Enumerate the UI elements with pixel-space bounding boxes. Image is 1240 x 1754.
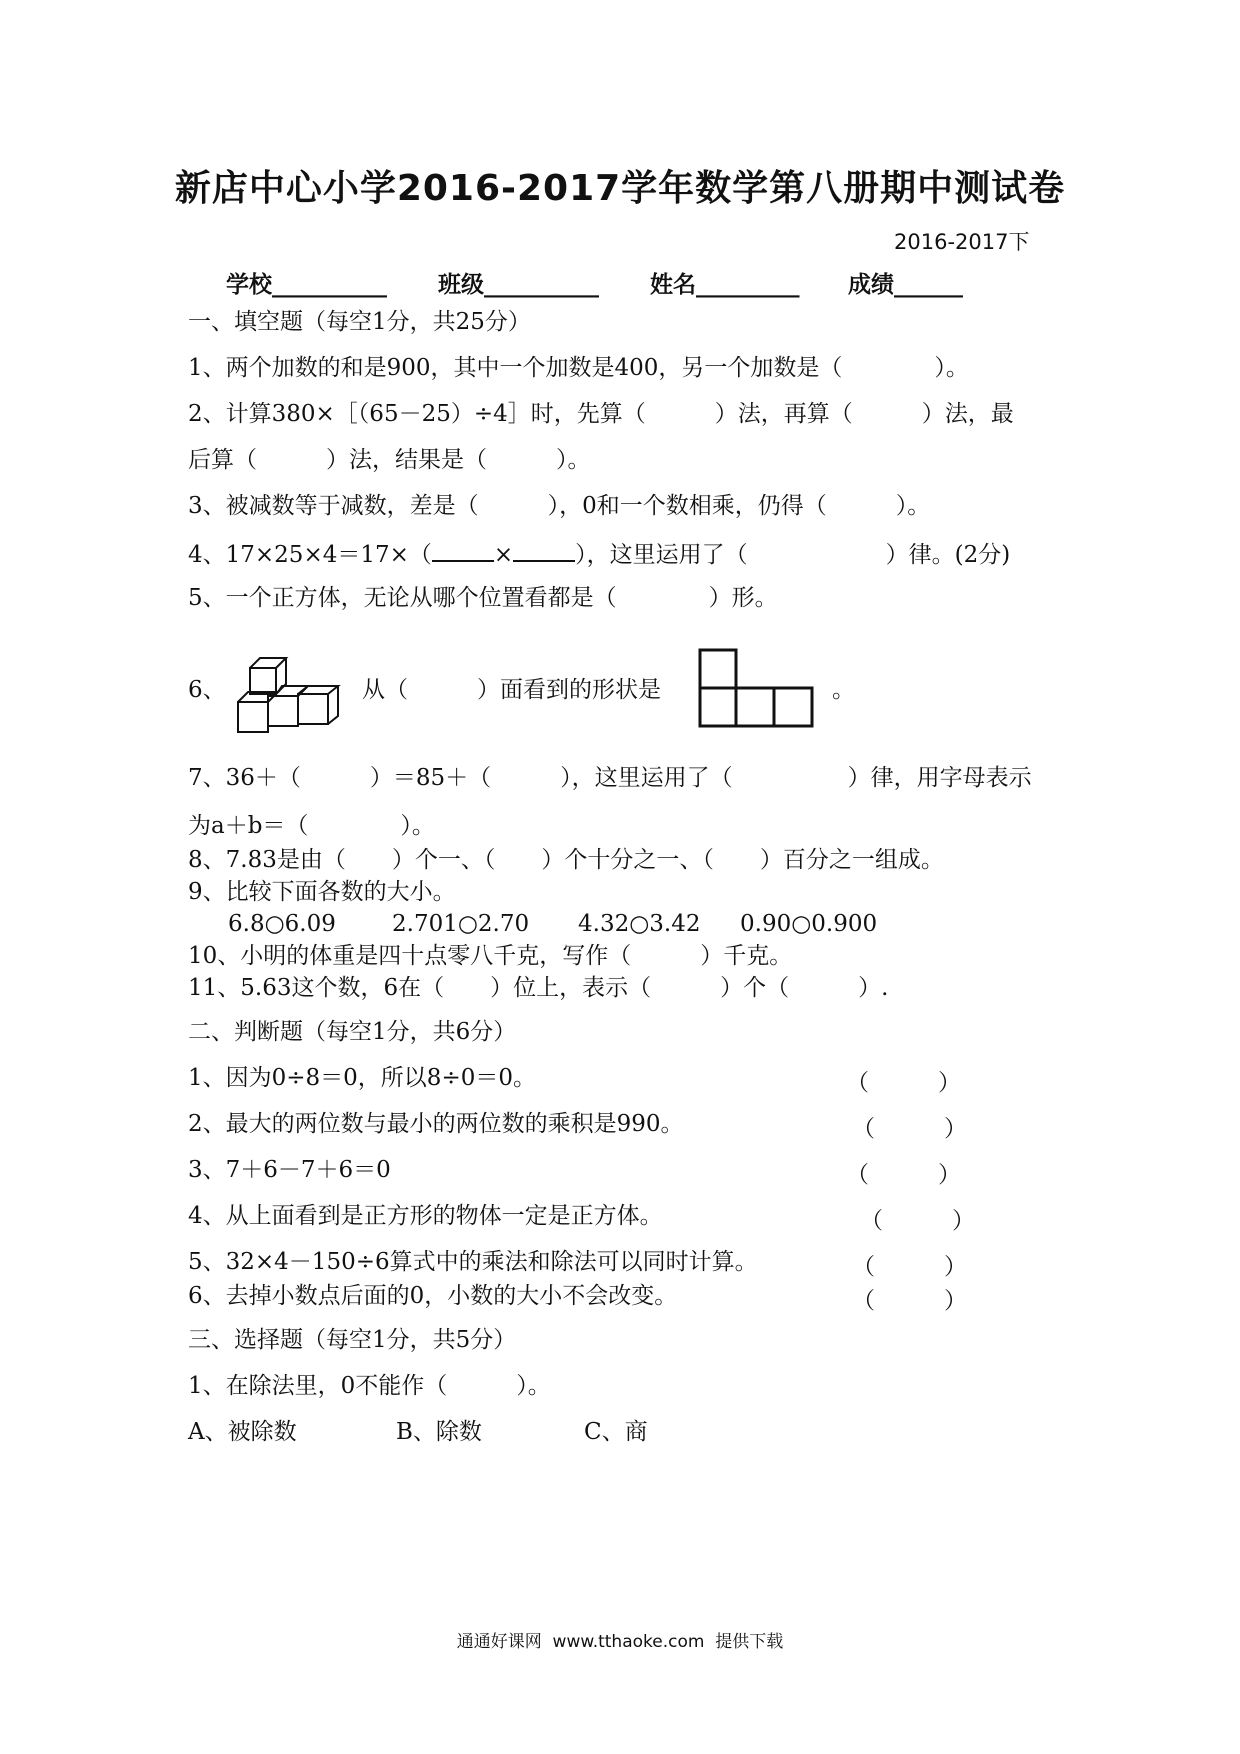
page-title: 新店中心小学2016-2017学年数学第八册期中测试卷 bbox=[174, 168, 1066, 209]
cube-stack-figure bbox=[236, 656, 348, 734]
q4-prefix: 4、17×25×4＝17×（ bbox=[188, 542, 432, 568]
judge-item: 5、32×4－150÷6算式中的乘法和除法可以同时计算。 bbox=[188, 1249, 758, 1275]
question-1-10: 10、小明的体重是四十点零八千克，写作（ ）千克。 bbox=[188, 943, 793, 969]
answer-paren: （ ） bbox=[852, 1288, 967, 1314]
question-1-6-end: 。 bbox=[832, 677, 855, 703]
compare-item: 0.90○0.900 bbox=[740, 911, 878, 937]
section1-heading: 一、填空题（每空1分，共25分） bbox=[188, 309, 531, 335]
answer-paren: （ ） bbox=[860, 1208, 975, 1234]
choice-option: A、被除数 bbox=[188, 1419, 297, 1445]
footer-credit: 通通好课网 www.tthaoke.com 提供下载 bbox=[456, 1632, 784, 1652]
question-1-4 bbox=[188, 538, 1010, 569]
score-field: 成绩______ bbox=[848, 272, 963, 298]
question-1-6-number: 6、 bbox=[188, 677, 226, 703]
view-shape-figure bbox=[698, 648, 816, 728]
class-field: 班级__________ bbox=[438, 272, 599, 298]
question-1-2a: 2、计算380×［（65－25）÷4］时，先算（ ）法，再算（ ）法，最 bbox=[188, 401, 1014, 427]
judge-item: 4、从上面看到是正方形的物体一定是正方体。 bbox=[188, 1203, 663, 1229]
question-1-8: 8、7.83是由（ ）个一、（ ）个十分之一、（ ）百分之一组成。 bbox=[188, 847, 944, 873]
judge-item: 3、7＋6－7＋6＝0 bbox=[188, 1157, 391, 1183]
answer-paren: （ ） bbox=[846, 1162, 961, 1188]
answer-paren: （ ） bbox=[846, 1070, 961, 1096]
question-1-11: 11、5.63这个数，6在（ ）位上，表示（ ）个（ ）. bbox=[188, 975, 889, 1001]
school-field: 学校__________ bbox=[226, 272, 387, 298]
question-1-3: 3、被减数等于减数，差是（ ），0和一个数相乘，仍得（ ）。 bbox=[188, 493, 931, 519]
question-1-9: 9、比较下面各数的大小。 bbox=[188, 879, 456, 905]
choice-option: C、商 bbox=[584, 1419, 648, 1445]
judge-item: 6、去掉小数点后面的0，小数的大小不会改变。 bbox=[188, 1283, 678, 1309]
section2-heading: 二、判断题（每空1分，共6分） bbox=[188, 1019, 517, 1045]
answer-paren: （ ） bbox=[852, 1254, 967, 1280]
judge-item: 1、因为0÷8＝0，所以8÷0＝0。 bbox=[188, 1065, 536, 1091]
q4-times: × bbox=[493, 542, 514, 568]
term-label: 2016-2017下 bbox=[894, 230, 1030, 254]
name-field: 姓名_________ bbox=[650, 272, 800, 298]
compare-item: 2.701○2.70 bbox=[392, 911, 530, 937]
q4-blank-2 bbox=[513, 538, 575, 562]
question-1-2b: 后算（ ）法，结果是（ ）。 bbox=[188, 447, 591, 473]
judge-item: 2、最大的两位数与最小的两位数的乘积是990。 bbox=[188, 1111, 684, 1137]
compare-item: 4.32○3.42 bbox=[578, 911, 701, 937]
question-1-7a: 7、36＋（ ）＝85＋（ ），这里运用了（ ）律，用字母表示 bbox=[188, 765, 1032, 791]
q4-suffix: ），这里运用了（ ）律。(2分) bbox=[575, 542, 1011, 568]
q4-blank-1 bbox=[432, 538, 494, 562]
question-1-1: 1、两个加数的和是900，其中一个加数是400，另一个加数是（ ）。 bbox=[188, 355, 969, 381]
answer-paren: （ ） bbox=[852, 1116, 967, 1142]
question-1-7b: 为a＋b＝（ ）。 bbox=[188, 813, 435, 839]
question-1-5: 5、一个正方体，无论从哪个位置看都是（ ）形。 bbox=[188, 585, 778, 611]
choice-question-1: 1、在除法里，0不能作（ ）。 bbox=[188, 1373, 551, 1399]
compare-item: 6.8○6.09 bbox=[228, 911, 336, 937]
section3-heading: 三、选择题（每空1分，共5分） bbox=[188, 1327, 517, 1353]
choice-option: B、除数 bbox=[396, 1419, 482, 1445]
question-1-6-text: 从（ ）面看到的形状是 bbox=[362, 677, 661, 703]
